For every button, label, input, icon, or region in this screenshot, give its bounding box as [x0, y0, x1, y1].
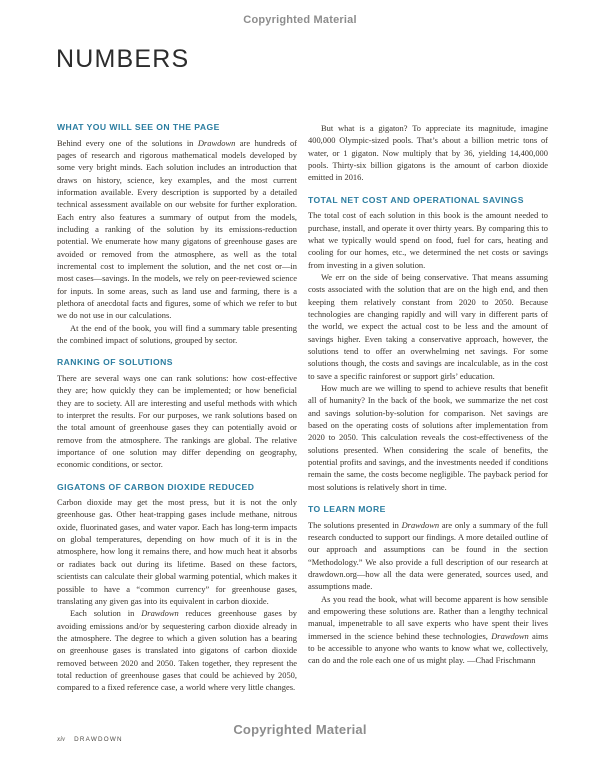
italic-run: Drawdown: [197, 137, 236, 148]
text-section: [57, 122, 297, 346]
paragraph: [308, 519, 548, 593]
text-section: [57, 482, 297, 694]
text-run: The solutions presented in: [308, 519, 402, 530]
book-title: DRAWDOWN: [74, 736, 123, 743]
text-run: aims to be accessible to anyone who wants to know what we, collectively, can do and the role each one of us might play. —Chad Frischmann: [308, 630, 548, 666]
text-run: There are several ways one can rank solutions: how cost-effective they are; how quickly they can be implemented; or how beneficial they are to society. All are interesting and useful methods with which to interpret the results. For our purposes, we rank solutions based on the total amount of greenhouse gases they can potentially avoid or remove from the atmosphere. The rankings are global. The relative importance of one solution may differ depending on geography, economic conditions, or sector.: [57, 372, 297, 470]
text-run: are hundreds of pages of research and rigorous mathematical models developed by some very bright minds. Each solution includes an introduction that draws on history, science, key examples, and the most current information available. Every description is supported by a detailed technical assessment available on our website for further exploration. Each entry also features a summary of output from the models, including a ranking of the solution by its emissions-reduction potential. We enumerate how many gigatons of greenhouse gases are avoided or removed from the atmosphere, as well as the total incremental cost to implement the solution, and the net cost or—in most cases—savings. In the models, we rely on peer-reviewed science for inputs. In some areas, such as land use and farming, there is a plethora of anecdotal facts and figures, some of which we refer to but we do not use in our calculations.: [57, 137, 297, 321]
right-column: [308, 122, 548, 694]
page-number: xiv: [57, 735, 66, 743]
section-heading: RANKING OF SOLUTIONS: [57, 357, 173, 368]
text-run: are only a summary of the full research conducted to support our findings. A more detailed outline of our approach and assumptions can be found in the section “Methodology.” We also provide a full description of our research at drawdown.org—how all the data were generated, sources used, and assumptions made.: [308, 519, 548, 592]
italic-run: Drawdown: [401, 519, 440, 530]
two-column-text: [57, 122, 548, 694]
section-heading: WHAT YOU WILL SEE ON THE PAGE: [57, 122, 220, 132]
text-section: [308, 195, 548, 493]
italic-run: Drawdown: [491, 630, 529, 641]
text-run: How much are we willing to spend to achieve results that benefit all of humanity? In the back of the book, we summarize the net cost and savings solution-by-solution for comparison. Net savings are based on the operating costs of solutions after implementation from 2020 to 2050. This calculation reveals the cost-effectiveness of the solutions presented. When considering the scale of benefits, the potential profits and savings, and the investments needed if conditions remain the same, the costs become negligible. The payback period for most solutions is relatively short in time.: [308, 383, 548, 492]
section-heading: TO LEARN MORE: [308, 504, 386, 515]
text-run: But what is a gigaton? To appreciate its magnitude, imagine 400,000 Olympic-sized pools. That’s about a billion metric tons of water, or 1 gigaton. Now multiply that by 36, yielding 14,400,000 pools. Thirty-six billion gigatons is the amount of carbon dioxide emitted in 2016.: [308, 123, 548, 183]
copyright-watermark-bottom: Copyrighted Material: [233, 722, 367, 737]
text-run: reduces greenhouse gases by avoiding emissions and/or by sequestering carbon dioxide already in the atmosphere. The degree to which a given solution has a bearing on greenhouse gases is translated into gigatons of carbon dioxide removed between 2020 and 2050. Taken together, they represent the total reduction of greenhouse gases that could be achieved by 2050, compared to a fixed reference case, a world where very little changes.: [57, 608, 298, 693]
left-column: [57, 122, 297, 694]
text-section: [57, 357, 297, 470]
paragraph: [308, 209, 548, 271]
text-run: We err on the side of being conservative. That means assuming costs associated with the solution that are on the high end, and then keeping them relatively constant from 2020 to 2050. Because technologies are changing rapidly and will vary in different parts of the world, we expect the actual cost to be less and the amount of savings higher. Even taking a conservative approach, however, the solutions tend to offer an overwhelming net savings. For some solutions though, the costs and savings are incalculable, as in the cost to save a specific rainforest or support girls’ education.: [308, 271, 548, 381]
paragraph: [308, 271, 548, 382]
paragraph: [57, 607, 297, 693]
text-run: The total cost of each solution in this book is the amount needed to purchase, install, and operate it over thirty years. By comparing this to what we typically would spend on food, fuel for cars, heating and cooling for our homes, etc., we determined the net costs or savings from investing in a given solution.: [308, 210, 548, 270]
text-run: At the end of the book, you will find a summary table presenting the combined impact of solutions, grouped by sector.: [57, 322, 297, 345]
paragraph: [57, 496, 297, 607]
text-run: Each solution in: [70, 608, 142, 619]
section-heading: TOTAL NET COST AND OPERATIONAL SAVINGS: [308, 194, 524, 205]
text-section: [308, 122, 548, 184]
paragraph: [308, 122, 548, 184]
text-section: [308, 504, 548, 667]
page-title: NUMBERS: [56, 44, 190, 73]
paragraph: [57, 137, 297, 322]
text-run: As you read the book, what will become apparent is how sensible and empowering these solutions are. Rather than a lengthy technical manual, impenetrable to all save experts who have spent their lives immersed in the science behind these technologies,: [308, 593, 548, 641]
section-heading: GIGATONS OF CARBON DIOXIDE REDUCED: [57, 481, 255, 492]
paragraph: [308, 382, 548, 493]
text-run: Behind every one of the solutions in: [57, 137, 198, 148]
italic-run: Drawdown: [141, 608, 179, 619]
paragraph: [308, 593, 548, 667]
paragraph: [57, 372, 297, 471]
text-run: Carbon dioxide may get the most press, but it is not the only greenhouse gas. Other heat-trapping gases include methane, nitrous oxide, fluorinated gases, and water vapor. Each has long-term impacts on global temperatures, depending on how much of it is in the atmosphere, how long it remains there, and how much heat it absorbs or radiates back out during its lifetime. Based on these factors, scientists can calculate their global warming potential, which makes it possible to have a “common currency” for greenhouse gases, translating any given gas into its equivalent in carbon dioxide.: [57, 497, 297, 606]
paragraph: [57, 322, 297, 347]
copyright-watermark-top: Copyrighted Material: [243, 14, 357, 26]
